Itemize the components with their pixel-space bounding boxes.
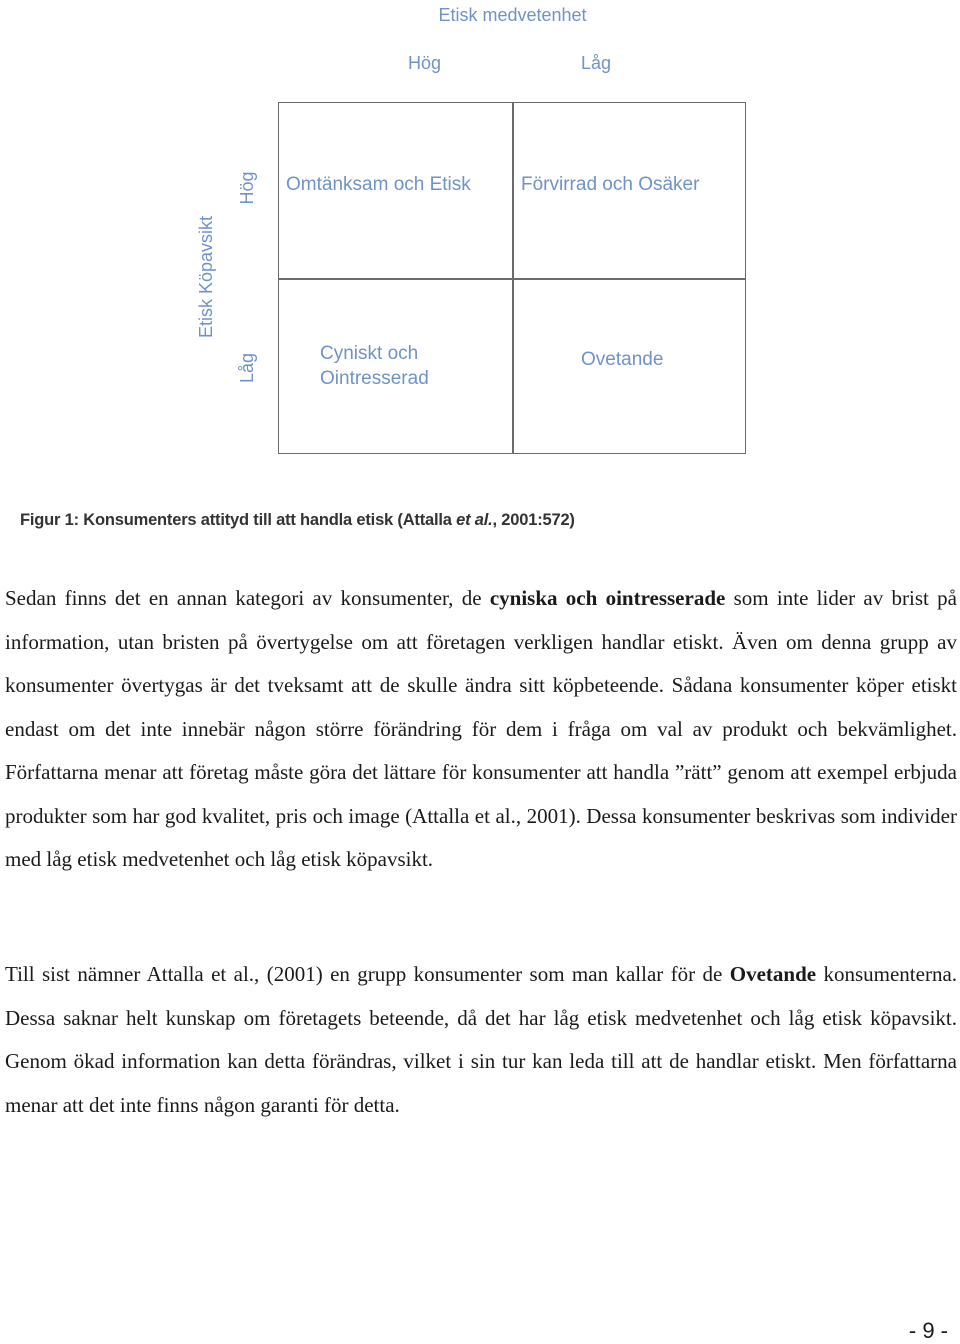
caption-main: Figur 1: Konsumenters attityd till att handla etisk (Attalla [20, 511, 457, 529]
paragraph-cynical [5, 577, 957, 882]
quadrant-cynical-uninterested [320, 341, 429, 391]
column-label-low: Låg [581, 53, 612, 73]
quadrant-grid [278, 102, 746, 454]
paragraph-unaware-start: Till sist nämner Attalla et al., (2001) en grupp konsumenter som man kallar för de [5, 962, 730, 986]
attitude-matrix-figure [0, 0, 960, 545]
ethical-purchase-intent-axis-title: Etisk Köpavsikt [196, 215, 216, 339]
column-label-high: Hög [408, 53, 442, 73]
quadrant-unaware: Ovetande [581, 349, 664, 370]
quadrant-confused-uncertain: Förvirrad och Osäker [521, 174, 700, 195]
grid-horizontal-divider [279, 278, 745, 280]
figure-caption [20, 511, 575, 530]
row-label-low: Låg [237, 352, 257, 384]
page-number: - 9 - [908, 1318, 948, 1343]
paragraph-cynical-rest: som inte lider av brist på information, utan bristen på övertygelse om att företagen verkligen handlar etiskt. Även om denna grupp av konsumenter övertygas är det tveksamt att de skulle ändra sitt köpbeteende. Sådana konsumenter köper etiskt endast om det inte innebär någon större förändring för dem i fråga om val av produkt och bekvämlighet. Författarna menar att företag måste göra det lättare för konsumenter att handla ”rätt” genom att exempel erbjuda produkter som har god kvalitet, pris och image (Attalla et al., 2001). Dessa konsumenter beskrivas som individer med låg etisk medvetenhet och låg etisk köpavsikt. [5, 586, 957, 871]
quadrant-caring-ethical: Omtänksam och Etisk [286, 174, 471, 195]
paragraph-unaware-bold: Ovetande [729, 962, 817, 986]
paragraph-unaware [5, 953, 957, 1127]
caption-et-al: et al. [456, 511, 493, 529]
paragraph-cynical-bold: cyniska och ointresserade [489, 586, 726, 610]
paragraph-unaware-rest: konsumenterna. Dessa saknar helt kunskap om företagets beteende, då det har låg etisk medvetenhet och låg etisk köpavsikt. Genom ökad information kan detta förändras, vilket i sin tur kan leda till att de handlar etiskt. Men författarna menar att det inte finns någon garanti för detta. [5, 962, 958, 1117]
ethical-awareness-axis-title: Etisk medvetenhet [438, 5, 587, 25]
caption-end: , 2001:572) [492, 511, 575, 529]
quadrant-cynical-line2: Ointresserad [320, 368, 429, 389]
row-label-high: Hög [237, 171, 257, 205]
paragraph-cynical-start: Sedan finns det en annan kategori av konsumenter, de [5, 586, 490, 610]
quadrant-cynical-line1: Cyniskt och [320, 343, 419, 364]
